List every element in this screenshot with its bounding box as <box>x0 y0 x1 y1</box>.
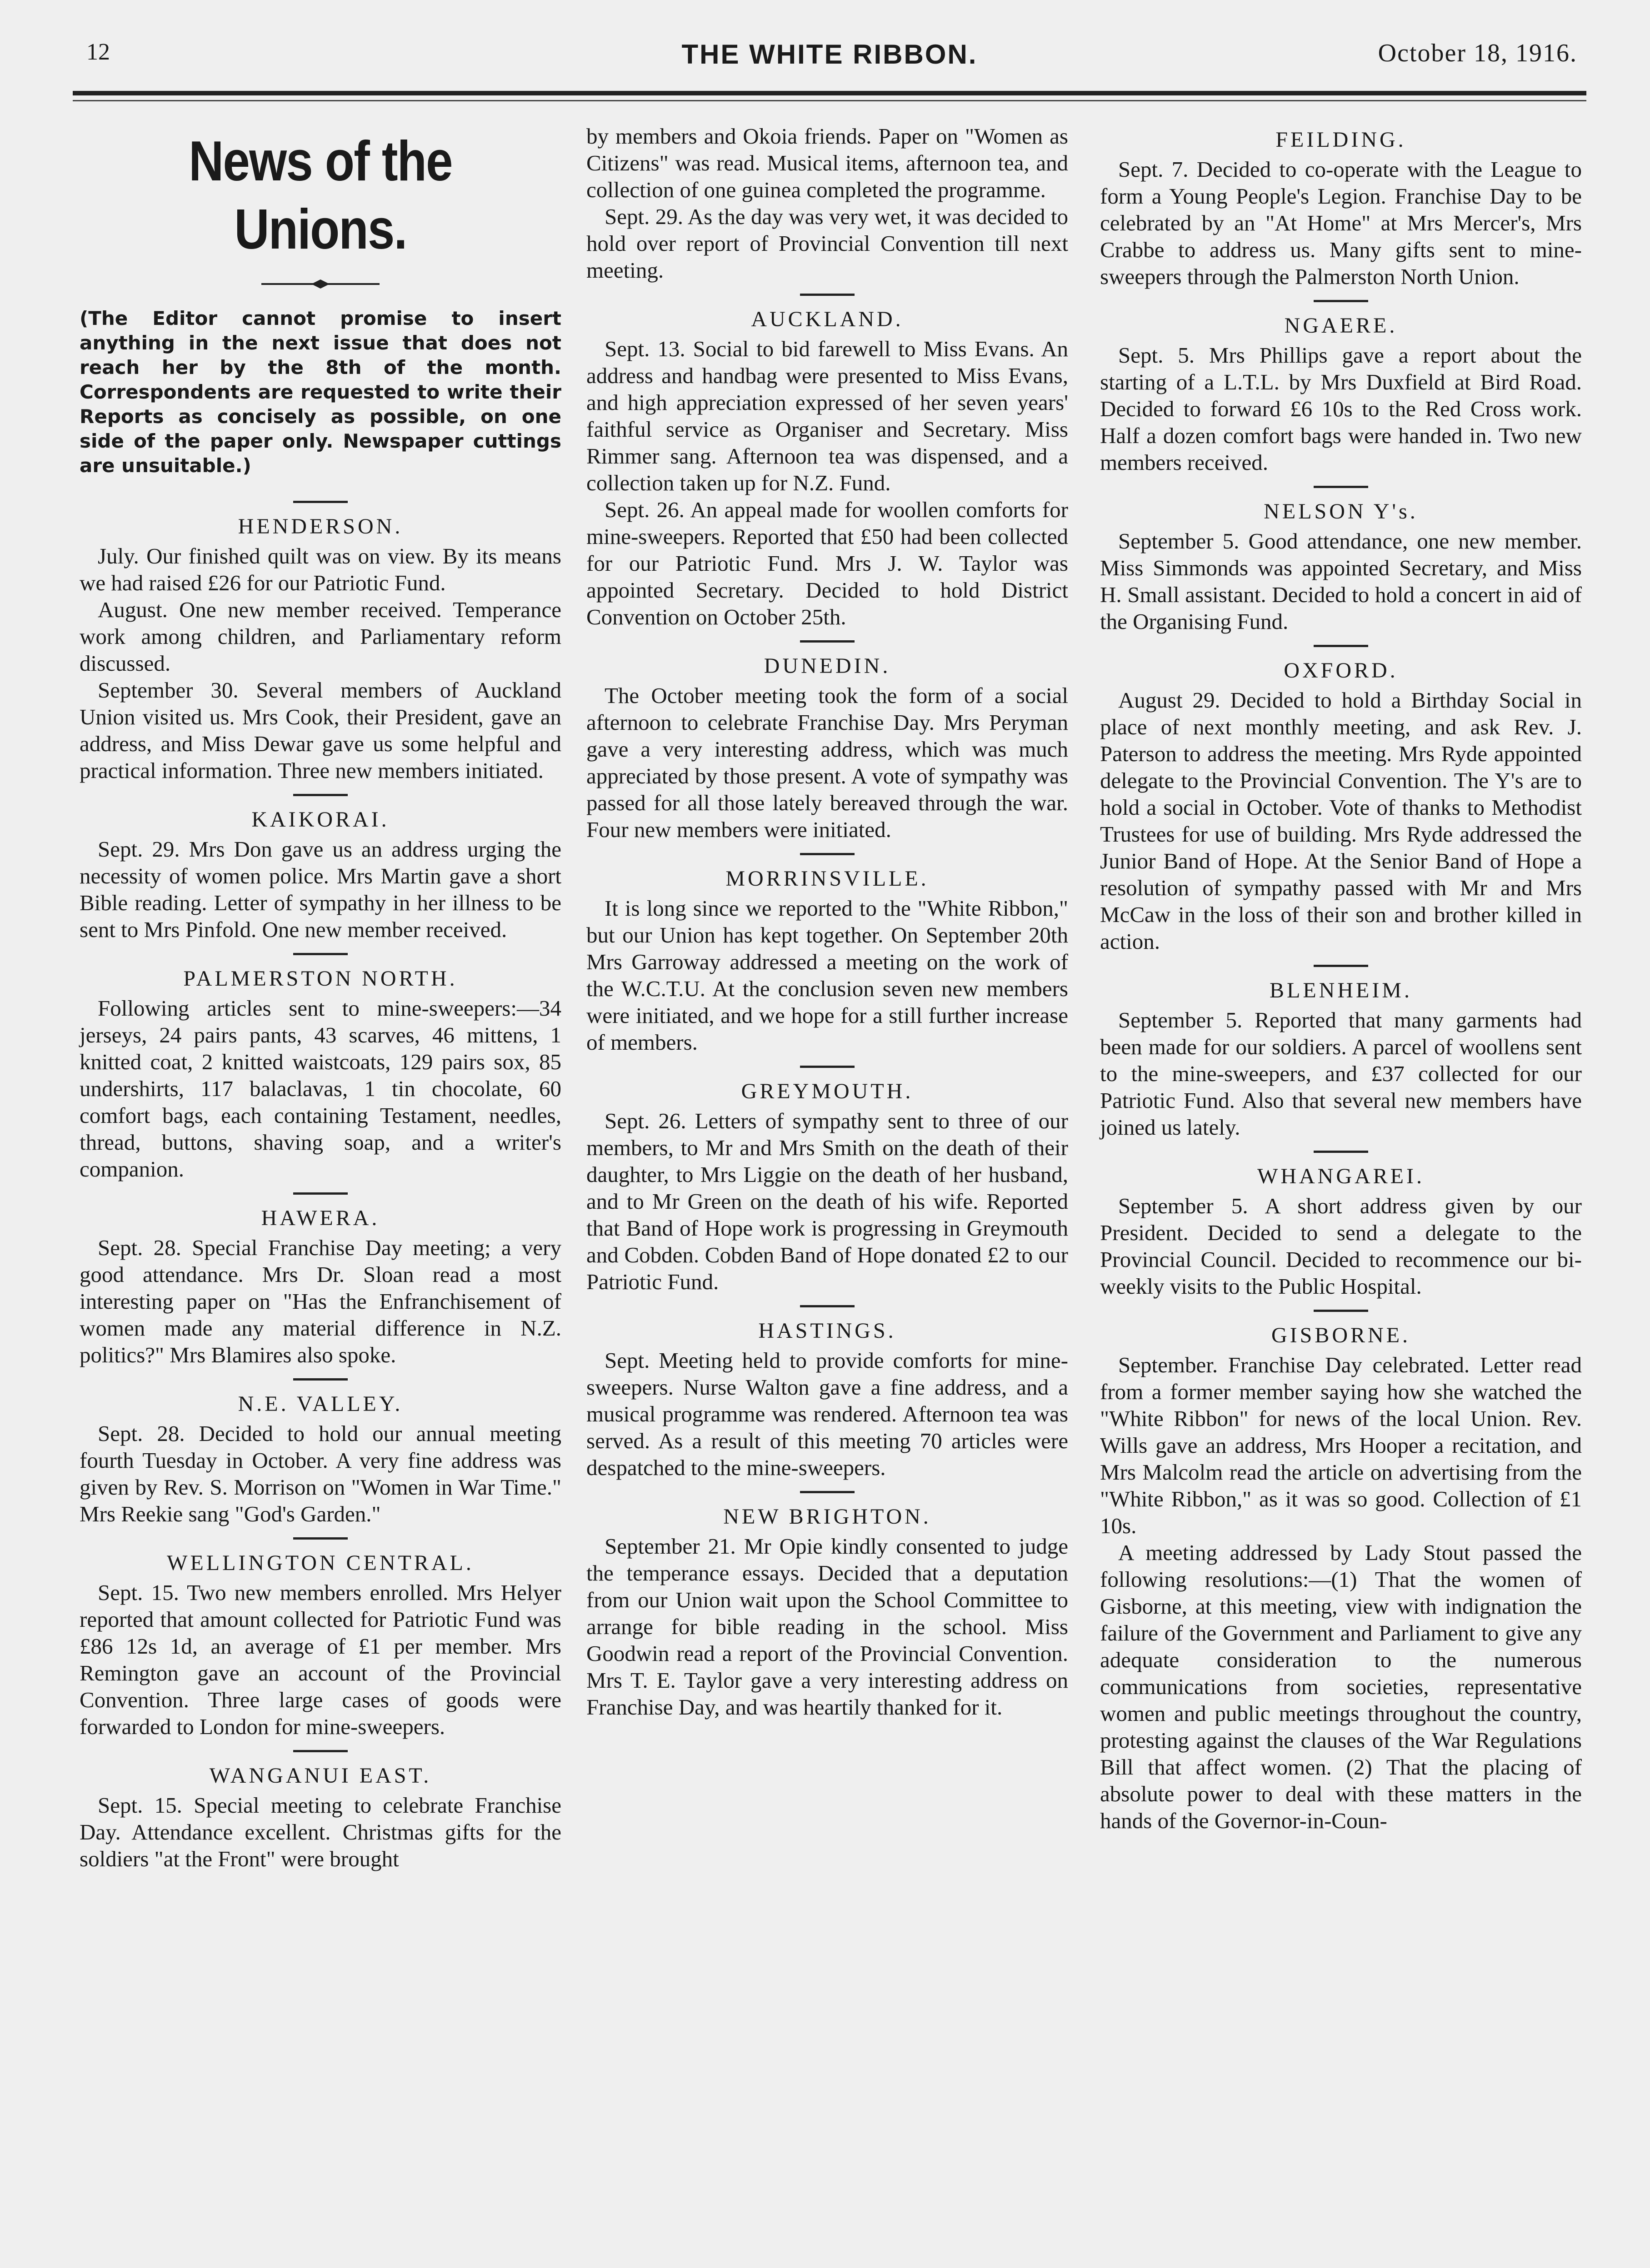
section-heading: HENDERSON. <box>238 514 403 538</box>
union-section <box>586 1491 1068 1720</box>
section-divider <box>1314 645 1368 647</box>
report-paragraph: Sept. 5. Mrs Phillips gave a report about the starting of a L.T.L. by Mrs Duxfield at Bird Road. Decided to forward £6 10s to the Red Cross work. Half a dozen comfort bags were handed in. Two new members received. <box>1100 343 1582 475</box>
section-divider <box>800 853 855 855</box>
union-section <box>1100 1310 1582 1834</box>
section-divider <box>293 501 348 503</box>
section-heading: WHANGAREI. <box>1257 1164 1425 1188</box>
section-heading: KAIKORAI. <box>251 808 390 832</box>
section-heading: NELSON Y's. <box>1264 499 1418 523</box>
union-section <box>80 1750 561 1872</box>
union-section <box>1100 965 1582 1141</box>
header-rule-thick <box>73 91 1586 95</box>
section-divider <box>293 794 348 796</box>
union-section <box>80 501 561 784</box>
report-paragraph: Sept. 28. Decided to hold our annual meeting fourth Tuesday in October. A very fine address was given by Rev. S. Morrison on "Women in War Time." Mrs Reekie sang "God's Garden." <box>80 1421 561 1526</box>
report-paragraph: by members and Okoia friends. Paper on "Women as Citizens" was read. Musical items, afternoon tea, and collection of one guinea completed the programme. <box>586 124 1068 202</box>
section-heading: DUNEDIN. <box>764 654 891 678</box>
section-heading: WELLINGTON CENTRAL. <box>167 1551 474 1575</box>
section-heading: NGAERE. <box>1284 314 1398 338</box>
section-divider <box>1314 1310 1368 1312</box>
page-header <box>73 39 1586 80</box>
column-3 <box>1100 123 1582 1834</box>
report-paragraph: August. One new member received. Temperance work among children, and Parliamentary reform discussed. <box>80 597 561 676</box>
column-1 <box>80 127 561 1872</box>
section-heading: AUCKLAND. <box>751 307 904 331</box>
report-paragraph: Sept. Meeting held to provide comforts for mine-sweepers. Nurse Walton gave a fine address, and a musical programme was rendered. Afternoon tea was served. As a result of this meeting 70 articles were despatched to the mine-sweepers. <box>586 1348 1068 1480</box>
section-divider <box>293 1192 348 1195</box>
title-ornament <box>80 273 561 295</box>
union-section <box>586 294 1068 630</box>
report-paragraph: The October meeting took the form of a social afternoon to celebrate Franchise Day. Mrs Peryman gave a very interesting address, which was much appreciated by those present. A vote of sympathy was passed for all those lately bereaved through the war. Four new members were initiated. <box>586 683 1068 842</box>
report-paragraph: Sept. 7. Decided to co-operate with the League to form a Young People's Legion. Franchise Day to be celebrated by an "At Home" at Mrs Mercer's, Mrs Crabbe to address us. Many gifts sent to mine-sweepers through the Palmerston North Union. <box>1100 157 1582 289</box>
union-section <box>586 1066 1068 1295</box>
ornament-rule-icon <box>261 277 380 291</box>
report-paragraph: September 5. Good attendance, one new member. Miss Simmonds was appointed Secretary, and Miss H. Small assistant. Decided to hold a concert in aid of the Organising Fund. <box>1100 528 1582 634</box>
section-heading: PALMERSTON NORTH. <box>183 967 458 991</box>
section-heading: GREYMOUTH. <box>741 1079 914 1103</box>
section-divider <box>293 1750 348 1752</box>
section-divider <box>1314 486 1368 488</box>
report-paragraph: A meeting addressed by Lady Stout passed the following resolutions:—(1) That the women of Gisborne, at this meeting, view with indignation the failure of the Government and Parliament to give any adequate consideration to the numerous communications from societies, representative women and public meetings throughout the country, protesting against the clauses of the War Regulations Bill that affect women. (2) That the placing of absolute power to deal with these matters in the hands of the Governor-in-Coun- <box>1100 1540 1582 1833</box>
section-divider <box>800 640 855 643</box>
section-divider <box>800 1491 855 1493</box>
section-heading: NEW BRIGHTON. <box>723 1505 931 1529</box>
union-section <box>80 1537 561 1740</box>
report-paragraph: Sept. 29. Mrs Don gave us an address urging the necessity of women police. Mrs Martin gave a short Bible reading. Letter of sympathy in her illness to be sent to Mrs Pinfold. One new member received. <box>80 837 561 942</box>
report-paragraph: Sept. 15. Special meeting to celebrate Franchise Day. Attendance excellent. Christmas gifts for the soldiers "at the Front" were brought <box>80 1793 561 1871</box>
section-heading: HAWERA. <box>261 1206 380 1230</box>
report-paragraph: September 5. Reported that many garments had been made for our soldiers. A parcel of woollens sent to the mine-sweepers, and £37 collected for our Patriotic Fund. Also that several new members have joined us lately. <box>1100 1007 1582 1140</box>
report-paragraph: Sept. 26. An appeal made for woollen comforts for mine-sweepers. Reported that £50 had been collected for our Patriotic Fund. Mrs J. W. Taylor was appointed Secretary. Decided to hold District Convention on October 25th. <box>586 497 1068 629</box>
section-divider <box>1314 1151 1368 1153</box>
union-section <box>586 640 1068 843</box>
report-paragraph: Sept. 26. Letters of sympathy sent to three of our members, to Mr and Mrs Smith on the death of their daughter, to Mrs Liggie on the death of her husband, and to Mr Green on the death of his wife. Reported that Band of Hope work is progressing in Greymouth and Cobden. Cobden Band of Hope donated £2 to our Patriotic Fund. <box>586 1108 1068 1294</box>
report-paragraph: Sept. 13. Social to bid farewell to Miss Evans. An address and handbag were presented to Miss Evans, and high appreciation expressed of her seven years' faithful service as Organiser and Secretary. Miss Rimmer sang. Afternoon tea was dispensed, and a collection taken up for N.Z. Fund. <box>586 336 1068 495</box>
publication-title: THE WHITE RIBBON. <box>681 39 978 70</box>
union-section <box>1100 1151 1582 1300</box>
section-heading: WANGANUI EAST. <box>209 1764 432 1788</box>
union-section <box>586 853 1068 1056</box>
section-heading: HASTINGS. <box>758 1319 896 1343</box>
report-paragraph: Sept. 29. As the day was very wet, it was decided to hold over report of Provincial Convention till next meeting. <box>586 204 1068 283</box>
union-section <box>586 123 1068 284</box>
report-paragraph: September 21. Mr Opie kindly consented to judge the temperance essays. Decided that a deputation from our Union wait upon the School Committee to arrange for bible reading in the school. Miss Goodwin read a report of the Provincial Convention. Mrs T. E. Taylor gave a very interesting address on Franchise Day, and was heartily thanked for it. <box>586 1534 1068 1720</box>
report-paragraph: September 30. Several members of Auckland Union visited us. Mrs Cook, their President, gave an address, and Miss Dewar gave us some helpful and practical information. Three new members initiated. <box>80 678 561 783</box>
union-section <box>80 1378 561 1527</box>
report-paragraph: Following articles sent to mine-sweepers:—34 jerseys, 24 pairs pants, 43 scarves, 46 mittens, 1 knitted coat, 2 knitted waistcoats, 129 pairs sox, 85 undershirts, 117 balaclavas, 1 tin chocolate, 60 comfort bags, each containing Testament, needles, thread, buttons, shaving soap, and a writer's companion. <box>80 996 561 1181</box>
section-heading: FEILDING. <box>1275 128 1406 152</box>
section-heading: N.E. VALLEY. <box>238 1392 403 1416</box>
union-section <box>1100 486 1582 635</box>
union-section <box>80 1192 561 1368</box>
column-2 <box>586 123 1068 1720</box>
header-rule-thin <box>73 100 1586 101</box>
section-divider <box>1314 965 1368 967</box>
union-section <box>1100 126 1582 290</box>
union-section <box>80 794 561 943</box>
union-section <box>1100 300 1582 476</box>
report-paragraph: September. Franchise Day celebrated. Letter read from a former member saying how she watched the "White Ribbon" for news of the local Union. Rev. Wills gave an address, Mrs Hooper a recitation, and Mrs Malcolm read the article on advertising from the "White Ribbon," as it was so good. Collection of £1 10s. <box>1100 1352 1582 1538</box>
report-paragraph: Sept. 15. Two new members enrolled. Mrs Helyer reported that amount collected for Patriotic Fund was £86 12s 1d, an average of £1 per member. Mrs Remington gave an account of the Provincial Convention. Three large cases of goods were forwarded to London for mine-sweepers. <box>80 1580 561 1739</box>
page-title: News of the Unions. <box>189 130 452 261</box>
page-number: 12 <box>86 39 110 65</box>
report-paragraph: September 5. A short address given by our President. Decided to send a delegate to the Provincial Council. Decided to recommence our bi-weekly visits to the Public Hospital. <box>1100 1193 1582 1299</box>
union-section <box>80 953 561 1182</box>
section-divider <box>800 1066 855 1068</box>
section-divider <box>293 1378 348 1381</box>
report-paragraph: July. Our finished quilt was on view. By its means we had raised £26 for our Patriotic Fund. <box>80 543 561 595</box>
section-divider <box>1314 300 1368 302</box>
section-divider <box>800 294 855 296</box>
union-section <box>1100 645 1582 955</box>
issue-date: October 18, 1916. <box>1378 39 1577 67</box>
section-heading: OXFORD. <box>1284 658 1398 683</box>
union-section <box>586 1305 1068 1481</box>
section-heading: BLENHEIM. <box>1270 978 1412 1002</box>
report-paragraph: It is long since we reported to the "White Ribbon," but our Union has kept together. On September 20th Mrs Garroway addressed a meeting on the work of the W.C.T.U. At the conclusion seven new members were initiated, and we hope for a still further increase of members. <box>586 896 1068 1055</box>
section-heading: GISBORNE. <box>1271 1323 1411 1347</box>
section-divider <box>800 1305 855 1307</box>
section-divider <box>293 953 348 955</box>
section-heading: MORRINSVILLE. <box>725 867 929 891</box>
report-paragraph: Sept. 28. Special Franchise Day meeting; a very good attendance. Mrs Dr. Sloan read a most interesting paper on "Has the Enfranchisement of women made any material difference in N.Z. politics?" Mrs Blamires also spoke. <box>80 1235 561 1367</box>
section-divider <box>293 1537 348 1540</box>
report-paragraph: August 29. Decided to hold a Birthday Social in place of next monthly meeting, and ask Rev. J. Paterson to address the meeting. Mrs Ryde appointed delegate to the Provincial Convention. The Y's are to hold a social in October. Vote of thanks to Methodist Trustees for use of building. Mrs Ryde addressed the Junior Band of Hope. At the Senior Band of Hope a resolution of sympathy passed with Mr and Mrs McCaw in the loss of their son and brother killed in action. <box>1100 688 1582 954</box>
editor-note: (The Editor cannot promise to insert anything in the next issue that does not reach her by the 8th of the month. Correspondents are requested to write their Reports as concisely as possible, on one side of the paper only. Newspaper cuttings are unsuitable.) <box>80 307 561 477</box>
